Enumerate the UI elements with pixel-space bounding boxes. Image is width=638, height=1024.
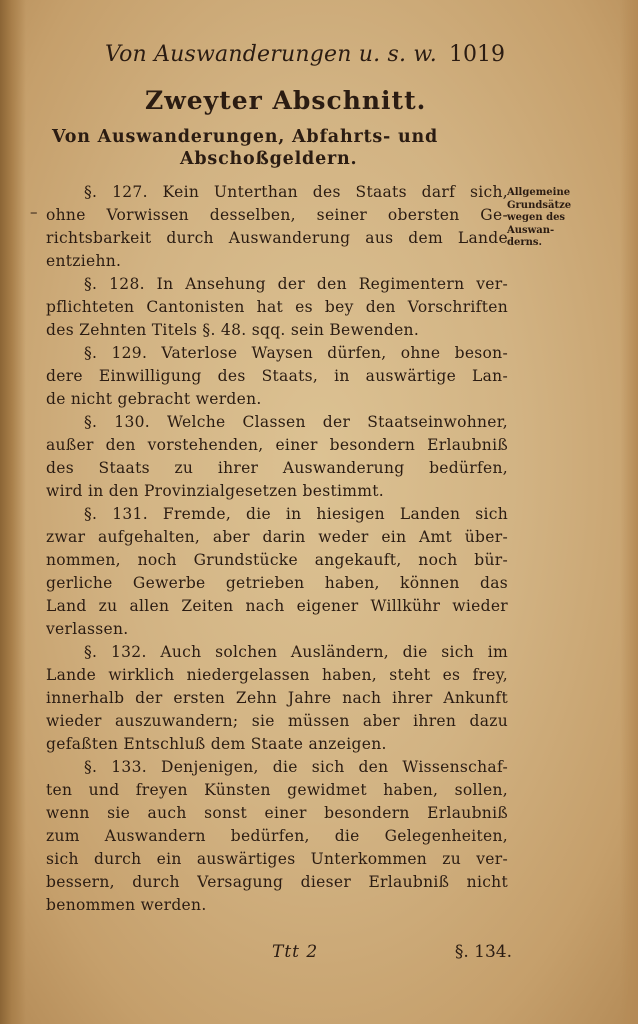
section-subtitle-line: Abschoßgeldern. — [180, 149, 358, 169]
margin-mark: – — [30, 203, 38, 221]
page-footer — [272, 942, 512, 966]
text-line: innerhalb der ersten Zehn Jahre nach ihrer Ankunft — [46, 689, 508, 707]
text-line: bessern, durch Versagung dieser Erlaubniß nicht — [46, 873, 508, 891]
section-subtitle-line: Von Auswanderungen, Abfahrts- und — [52, 127, 439, 147]
page-gutter-shadow — [0, 0, 26, 1024]
margin-note-line: wegen des — [507, 212, 566, 223]
text-line: de nicht gebracht werden. — [46, 390, 262, 408]
margin-note-line: derns. — [507, 237, 543, 248]
text-line: Land zu allen Zeiten nach eigener Willkühr wieder — [46, 597, 508, 615]
body-text — [46, 181, 508, 917]
text-line: §. 131. Fremde, die in hiesigen Landen sich — [84, 505, 508, 523]
text-line: §. 130. Welche Classen der Staatseinwohner, — [84, 413, 508, 431]
text-line: verlassen. — [46, 620, 129, 638]
text-line: §. 128. In Ansehung der den Regimentern ver- — [84, 275, 508, 293]
text-line: zum Auswandern bedürfen, die Gelegenheiten, — [46, 827, 508, 845]
catchword: §. 134. — [454, 942, 512, 962]
text-line: wird in den Provinzialgesetzen bestimmt. — [46, 482, 385, 500]
text-line: entziehn. — [46, 252, 122, 270]
text-line: §. 133. Denjenigen, die sich den Wissenschaf- — [84, 758, 508, 776]
text-line: außer den vorstehenden, einer besondern Erlaubniß — [46, 436, 508, 454]
text-line: §. 132. Auch solchen Ausländern, die sich im — [84, 643, 508, 661]
text-line: dere Einwilligung des Staats, in auswärtige Lan- — [46, 367, 508, 385]
page-edge-shadow — [620, 0, 638, 1024]
section-title: Zweyter Abschnitt. — [145, 86, 427, 115]
page-header — [105, 42, 505, 76]
running-head: Von Auswanderungen u. s. w. — [105, 42, 438, 67]
margin-note — [507, 187, 587, 250]
text-line: wenn sie auch sonst einer besondern Erlaubniß — [46, 804, 508, 822]
text-line: Lande wirklich niedergelassen haben, steht es frey, — [46, 666, 508, 684]
text-line: zwar aufgehalten, aber darin weder ein Amt über- — [46, 528, 508, 546]
text-line: pflichteten Cantonisten hat es bey den Vorschriften — [46, 298, 508, 316]
text-line: gefaßten Entschluß dem Staate anzeigen. — [46, 735, 387, 753]
text-line: nommen, noch Grundstücke angekauft, noch bür- — [46, 551, 508, 569]
text-line: gerliche Gewerbe getrieben haben, können das — [46, 574, 508, 592]
margin-note-line: Allgemeine — [507, 187, 571, 198]
text-line: des Zehnten Titels §. 48. sqq. sein Bewenden. — [46, 321, 420, 339]
text-line: ten und freyen Künsten gewidmet haben, sollen, — [46, 781, 508, 799]
text-line: §. 129. Vaterlose Waysen dürfen, ohne beson- — [84, 344, 508, 362]
text-line: benommen werden. — [46, 896, 207, 914]
signature-mark: Ttt 2 — [272, 942, 319, 962]
margin-note-line: Auswan- — [507, 224, 555, 236]
text-line: §. 127. Kein Unterthan des Staats darf sich, — [84, 183, 508, 201]
page-number: 1019 — [449, 42, 505, 67]
margin-note-line: Grundsätze — [507, 199, 572, 211]
text-line: wieder auszuwandern; sie müssen aber ihren dazu — [46, 712, 508, 730]
section-subtitle — [52, 126, 512, 170]
text-line: richtsbarkeit durch Auswanderung aus dem Lande — [46, 229, 508, 247]
text-line: ohne Vorwissen desselben, seiner obersten Ge- — [46, 206, 508, 224]
text-line: des Staats zu ihrer Auswanderung bedürfen, — [46, 459, 508, 477]
text-line: sich durch ein auswärtiges Unterkommen zu ver- — [46, 850, 508, 868]
